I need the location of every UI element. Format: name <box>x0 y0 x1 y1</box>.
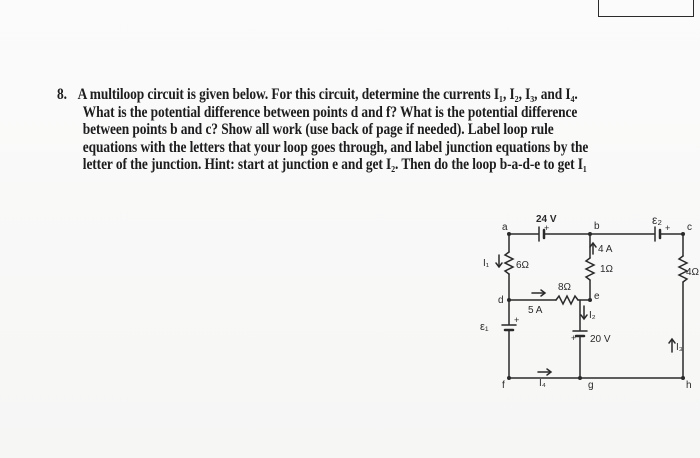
junction-c-dot <box>681 232 685 236</box>
polarity-emf1: + <box>514 315 520 325</box>
problem-text <box>57 86 589 174</box>
junction-a-dot <box>507 232 511 236</box>
label-i2: I₂ <box>589 310 596 321</box>
resistor-6ohm <box>505 252 513 274</box>
label-4a: 4 A <box>598 244 613 255</box>
junction-b-dot <box>588 232 592 236</box>
problem-number: 8. <box>57 86 67 103</box>
problem-line-5: letter of the junction. Hint: start at junction e and get I₂. Then do the loop b-a-d-e to get I₁ <box>82 156 587 174</box>
label-20v: 20 V <box>590 334 611 345</box>
label-point-h: h <box>686 380 692 390</box>
label-point-d: d <box>498 295 504 306</box>
junction-f-dot <box>507 376 511 380</box>
label-point-c: c <box>687 222 692 233</box>
label-i4: I₄ <box>539 378 546 389</box>
resistor-1ohm <box>586 258 594 280</box>
junction-e-dot <box>588 298 592 302</box>
junction-d-dot <box>507 298 511 302</box>
label-24v: 24 V <box>536 214 557 225</box>
label-emf2: ε₂ <box>652 213 663 227</box>
problem-line-1: 8. A multiloop circuit is given below. For this circuit, determine the currents I₁, I₂, I₃, and I₄. <box>57 86 578 103</box>
problem-line-2: What is the potential difference between points d and f? What is the potential difference <box>82 103 578 121</box>
label-8ohm: 8Ω <box>558 282 572 293</box>
label-4ohm: 4Ω <box>686 267 700 278</box>
label-point-b: b <box>594 221 600 232</box>
polarity-24v: + <box>544 223 550 233</box>
label-5a: 5 A <box>528 305 543 316</box>
circuit-diagram <box>460 200 700 390</box>
polarity-emf2: + <box>665 223 671 233</box>
label-point-e: e <box>594 291 600 302</box>
polarity-20v: + <box>571 333 577 343</box>
junction-g-dot <box>578 376 582 380</box>
label-1ohm: 1Ω <box>600 264 614 275</box>
label-emf1: ε₁ <box>480 321 489 333</box>
label-point-f: f <box>502 380 505 390</box>
junction-h-dot <box>681 376 685 380</box>
label-6ohm: 6Ω <box>516 260 530 271</box>
label-i1: I₁ <box>483 258 490 269</box>
resistor-8ohm <box>556 296 578 304</box>
label-point-a: a <box>502 222 508 233</box>
problem-line-4: equations with the letters that your loop goes through, and label junction equations by the <box>82 138 589 156</box>
problem-line-3: between points b and c? Show all work (use back of page if needed). Label loop rule <box>82 121 554 139</box>
answer-box <box>598 0 694 17</box>
label-point-g: g <box>588 380 594 390</box>
label-i3: I₃ <box>676 342 683 353</box>
